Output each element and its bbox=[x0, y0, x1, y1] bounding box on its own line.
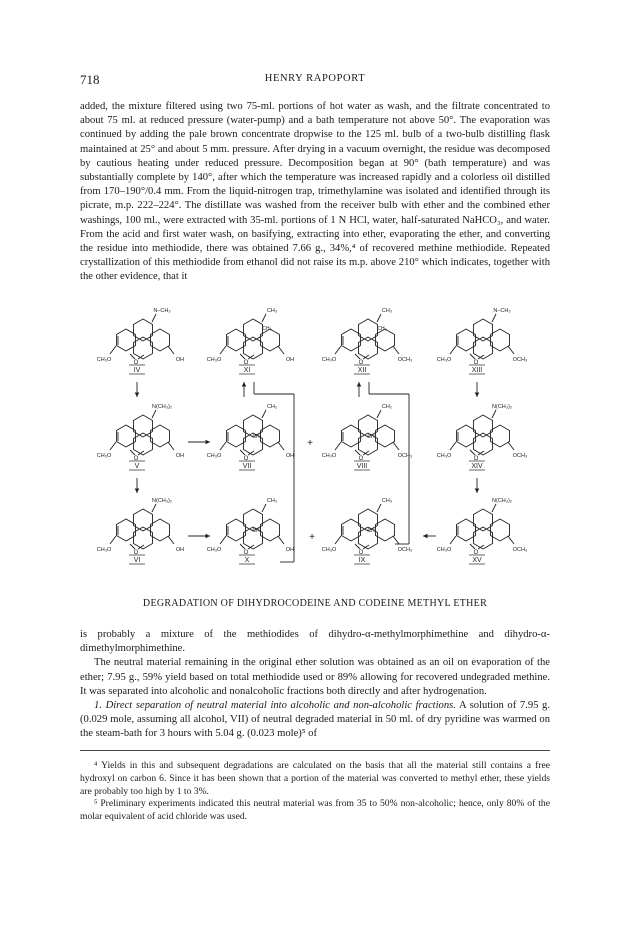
substituent-bond bbox=[508, 346, 514, 354]
hydroxyl-label: OH bbox=[175, 453, 185, 459]
paragraph-text: The neutral material remaining in the original ether solution was obtained as an oil on evaporation of the ether; 7.95 g., 59% yield based on total methiodide used or 89% allowing for recovered undegraded methine. It was separated into alcoholic and nonalcoholic fractions both directly and after hydrogenation. bbox=[80, 657, 550, 697]
methoxy-bond bbox=[220, 346, 226, 354]
ring-bond bbox=[474, 319, 493, 341]
compound-number: X bbox=[244, 557, 250, 564]
methoxy-label: OCH₃ bbox=[397, 453, 413, 459]
ring-bond bbox=[457, 329, 476, 351]
ring-bond bbox=[244, 319, 263, 341]
ring-bond bbox=[261, 425, 280, 447]
amine-label: N–CH₃ bbox=[493, 308, 511, 314]
section-heading: 1. Direct separation of neutral material into alcoholic and non-alcoholic fractions. bbox=[94, 700, 456, 712]
compound-number: IV bbox=[133, 367, 141, 374]
oxygen-label: O bbox=[358, 456, 364, 462]
methoxy-label: OCH₃ bbox=[512, 547, 528, 553]
ring-bond bbox=[151, 425, 170, 447]
ether-bond bbox=[130, 450, 135, 455]
substituent-bond bbox=[168, 536, 174, 544]
ring-bond bbox=[376, 519, 395, 541]
compound-number: VII bbox=[242, 463, 252, 470]
arrow-head bbox=[475, 489, 480, 493]
methyl-label: CH₃ bbox=[266, 308, 278, 314]
arrow-head bbox=[135, 489, 140, 493]
ether-bond bbox=[240, 450, 245, 455]
substituent-bond bbox=[508, 536, 514, 544]
arrow-head bbox=[135, 393, 140, 397]
paragraph-text: is probably a mixture of the methiodides of dihydro-α-methylmorphimethine and dihydro-α-dimethylmorphimethine. bbox=[80, 629, 550, 655]
substituent-bond bbox=[278, 346, 284, 354]
methoxy-label: CH₃O bbox=[321, 453, 337, 459]
ether-bond bbox=[240, 544, 245, 549]
page-number: 718 bbox=[80, 72, 100, 87]
methoxy-bond bbox=[220, 442, 226, 450]
oxygen-label: O bbox=[358, 550, 364, 556]
ring-bond bbox=[134, 509, 153, 531]
compound-number: VI bbox=[133, 557, 141, 564]
ring-bond bbox=[491, 329, 510, 351]
oxygen-label: O bbox=[133, 360, 139, 366]
amine-label: N–CH₃ bbox=[153, 308, 171, 314]
nitrogen-bond bbox=[492, 314, 496, 322]
oxygen-label: O bbox=[473, 550, 479, 556]
methoxy-bond bbox=[450, 536, 456, 544]
methine-label: CH bbox=[367, 528, 375, 534]
arrow-head bbox=[206, 440, 210, 445]
substituent-bond bbox=[393, 536, 399, 544]
methoxy-label: CH₃O bbox=[96, 357, 112, 363]
amine-label: N(CH₃)₂ bbox=[152, 404, 172, 410]
ether-bond bbox=[355, 544, 360, 549]
hydroxyl-label: OH bbox=[285, 357, 295, 363]
methyl-label: CH₃ bbox=[381, 498, 393, 504]
hydroxyl-label: OH bbox=[285, 453, 295, 459]
amine-label: N(CH₃)₂ bbox=[492, 404, 512, 410]
methine-label: CH bbox=[252, 528, 260, 534]
hydroxyl-label: OH bbox=[175, 357, 185, 363]
paragraph-continuation: A solution of 7.95 g. (0.029 mole, assuming all alcohol, VII) of neutral degraded material in 50 ml. of dry pyridine was warmed on the steam-bath for 3 hours with 5.04 g. (0.023 mole)⁵ of bbox=[80, 700, 550, 740]
substituent-bond bbox=[278, 442, 284, 450]
compound-number: XII bbox=[357, 367, 367, 374]
ring-bond bbox=[151, 329, 170, 351]
oxygen-label: O bbox=[358, 360, 364, 366]
ether-bond bbox=[240, 354, 245, 359]
paragraph-text bbox=[80, 699, 550, 742]
methoxy-label: CH₃O bbox=[321, 547, 337, 553]
hydroxyl-label: OH bbox=[175, 547, 185, 553]
ring-bond bbox=[117, 425, 136, 447]
amine-label: N(CH₃)₂ bbox=[152, 498, 172, 504]
ether-bond bbox=[470, 450, 475, 455]
ring-bond bbox=[342, 329, 361, 351]
oxygen-label: O bbox=[243, 360, 249, 366]
nitrogen-bond bbox=[377, 314, 381, 322]
amine-label: N(CH₃)₂ bbox=[492, 498, 512, 504]
methoxy-bond bbox=[335, 346, 341, 354]
ring-bond bbox=[376, 425, 395, 447]
substituent-bond bbox=[168, 442, 174, 450]
methyl-label: CH₃ bbox=[266, 498, 278, 504]
bottom-paragraphs bbox=[80, 628, 550, 742]
compound-number: IX bbox=[358, 557, 366, 564]
methoxy-bond bbox=[450, 346, 456, 354]
ether-bond bbox=[130, 544, 135, 549]
plus-sign: + bbox=[307, 438, 313, 449]
ring-bond bbox=[359, 319, 378, 341]
methoxy-label: CH₃O bbox=[321, 357, 337, 363]
ether-bond bbox=[470, 354, 475, 359]
figure-caption: DEGRADATION OF DIHYDROCODEINE AND CODEINE METHYL ETHER bbox=[142, 598, 488, 609]
ring-bond bbox=[491, 519, 510, 541]
nitrogen-bond bbox=[262, 314, 266, 322]
footnote-rule bbox=[80, 750, 550, 751]
ring-bond bbox=[227, 425, 246, 447]
methoxy-label: CH₃O bbox=[96, 547, 112, 553]
reaction-scheme bbox=[96, 308, 540, 594]
amine-label: CH₂ bbox=[266, 404, 278, 410]
compound-number: XIV bbox=[471, 463, 483, 470]
ether-bond bbox=[130, 354, 135, 359]
oxygen-label: O bbox=[473, 360, 479, 366]
arrow-head bbox=[423, 534, 427, 539]
methoxy-bond bbox=[110, 536, 116, 544]
methoxy-bond bbox=[335, 536, 341, 544]
methoxy-label: OCH₃ bbox=[397, 357, 413, 363]
nitrogen-bond bbox=[152, 314, 156, 322]
compound-number: V bbox=[134, 463, 140, 470]
ring-bond bbox=[261, 519, 280, 541]
ring-bond bbox=[474, 415, 493, 437]
ring-bond bbox=[474, 509, 493, 531]
compound-number: XV bbox=[472, 557, 482, 564]
plus-sign: + bbox=[309, 532, 315, 543]
oxygen-label: O bbox=[133, 550, 139, 556]
oxygen-label: O bbox=[133, 456, 139, 462]
methine-label: CH bbox=[252, 434, 260, 440]
methylene-label: CH₂ bbox=[262, 326, 272, 332]
ring-bond bbox=[117, 329, 136, 351]
oxygen-label: O bbox=[473, 456, 479, 462]
substituent-bond bbox=[168, 346, 174, 354]
footnote-4: ⁴ Yields in this and subsequent degradations are calculated on the basis that all the material still contains a free hydroxyl on carbon 6. Since it has been shown that a portion of the material was converted to methyl ether, these yields are probably too high by 1 to 3%. bbox=[80, 760, 550, 797]
ring-bond bbox=[134, 319, 153, 341]
methoxy-bond bbox=[220, 536, 226, 544]
methine-label: CH bbox=[367, 434, 375, 440]
footnote-5: ⁵ Preliminary experiments indicated this neutral material was from 35 to 50% non-alcoholic; hence, only 80% of the molar equivalent of acid chloride was used. bbox=[80, 798, 550, 823]
methoxy-label: CH₃O bbox=[436, 547, 452, 553]
compound-number: XIII bbox=[471, 367, 483, 374]
ring-bond bbox=[342, 425, 361, 447]
arrow-head bbox=[242, 382, 247, 386]
nitrogen-bond bbox=[262, 410, 266, 418]
oxygen-label: O bbox=[243, 550, 249, 556]
methoxy-label: OCH₃ bbox=[512, 357, 528, 363]
oxygen-label: O bbox=[243, 456, 249, 462]
substituent-bond bbox=[278, 536, 284, 544]
methoxy-label: CH₃O bbox=[436, 453, 452, 459]
methoxy-label: CH₃O bbox=[206, 547, 222, 553]
nitrogen-bond bbox=[492, 504, 496, 512]
methoxy-label: OCH₃ bbox=[512, 453, 528, 459]
nitrogen-bond bbox=[492, 410, 496, 418]
compound-number: VIII bbox=[356, 463, 368, 470]
methoxy-bond bbox=[110, 442, 116, 450]
substituent-bond bbox=[508, 442, 514, 450]
ether-bond bbox=[355, 354, 360, 359]
ring-bond bbox=[342, 519, 361, 541]
methoxy-label: CH₃O bbox=[206, 453, 222, 459]
methoxy-label: CH₃O bbox=[96, 453, 112, 459]
substituent-bond bbox=[393, 346, 399, 354]
hydroxyl-label: OH bbox=[285, 547, 295, 553]
ring-bond bbox=[491, 425, 510, 447]
ring-bond bbox=[117, 519, 136, 541]
degradation-scheme-figure bbox=[96, 308, 540, 594]
ring-bond bbox=[457, 519, 476, 541]
ring-bond bbox=[261, 329, 280, 351]
methoxy-bond bbox=[335, 442, 341, 450]
nitrogen-bond bbox=[152, 504, 156, 512]
nitrogen-bond bbox=[262, 504, 266, 512]
methoxy-label: OCH₃ bbox=[397, 547, 413, 553]
methylene-label: CH₂ bbox=[377, 326, 387, 332]
methoxy-bond bbox=[110, 346, 116, 354]
arrow-head bbox=[475, 393, 480, 397]
methyl-label: CH₃ bbox=[381, 308, 393, 314]
footnotes bbox=[80, 760, 550, 824]
ether-bond bbox=[355, 450, 360, 455]
arrow-head bbox=[206, 534, 210, 539]
arrow-head bbox=[357, 382, 362, 386]
amine-label: CH₂ bbox=[381, 404, 393, 410]
ring-bond bbox=[227, 329, 246, 351]
nitrogen-bond bbox=[377, 410, 381, 418]
ring-bond bbox=[151, 519, 170, 541]
ring-bond bbox=[376, 329, 395, 351]
paragraph-text: added, the mixture filtered using two 75-ml. portions of hot water as wash, and the filtrate concentrated to about 75 ml. at reduced pressure (water-pump) and a bath temperature not above 50°. The evaporation was continued by adding the pale brown concentrate dropwise to the 125 ml. bulb of a two-bulb distilling flask maintained at 25° and about 5 mm. pressure. After drying in a vacuum overnight, the residue was decomposed by cautious heating under reduced pressure. Decomposition began at 90° (bath temperature) and was substantially complete by 140°, after which the temperature was increased rapidly and a colorless oil distilled from 170–190°/0.4 mm. From the liquid-nitrogen trap, trimethylamine was isolated and identified through its picrate, m.p. 222–224°. The distillate was washed from the receiver bulb with ether and the combined ether washings, 100 ml., were extracted with 35-ml. portions of 1 N HCl, water, half-saturated NaHCO₃, and water. From the acid and first water wash, on basifying, extracting into ether, evaporating the ether, and converting the residue into methiodide, there was obtained 7.66 g., 34%,⁴ of recovered methine methiodide. Repeated crystallization of this methiodide from ethanol did not raise its m.p. above 210° which indicates, together with the other evidence, that it bbox=[80, 101, 550, 283]
page-header bbox=[80, 72, 550, 88]
methoxy-label: CH₃O bbox=[436, 357, 452, 363]
running-head: HENRY RAPOPORT bbox=[264, 73, 366, 84]
nitrogen-bond bbox=[377, 504, 381, 512]
ring-bond bbox=[457, 425, 476, 447]
substituent-bond bbox=[393, 442, 399, 450]
top-paragraph bbox=[80, 100, 550, 285]
methoxy-bond bbox=[450, 442, 456, 450]
ring-bond bbox=[227, 519, 246, 541]
ether-bond bbox=[470, 544, 475, 549]
nitrogen-bond bbox=[152, 410, 156, 418]
methoxy-label: CH₃O bbox=[206, 357, 222, 363]
compound-number: XI bbox=[243, 367, 251, 374]
ring-bond bbox=[134, 415, 153, 437]
